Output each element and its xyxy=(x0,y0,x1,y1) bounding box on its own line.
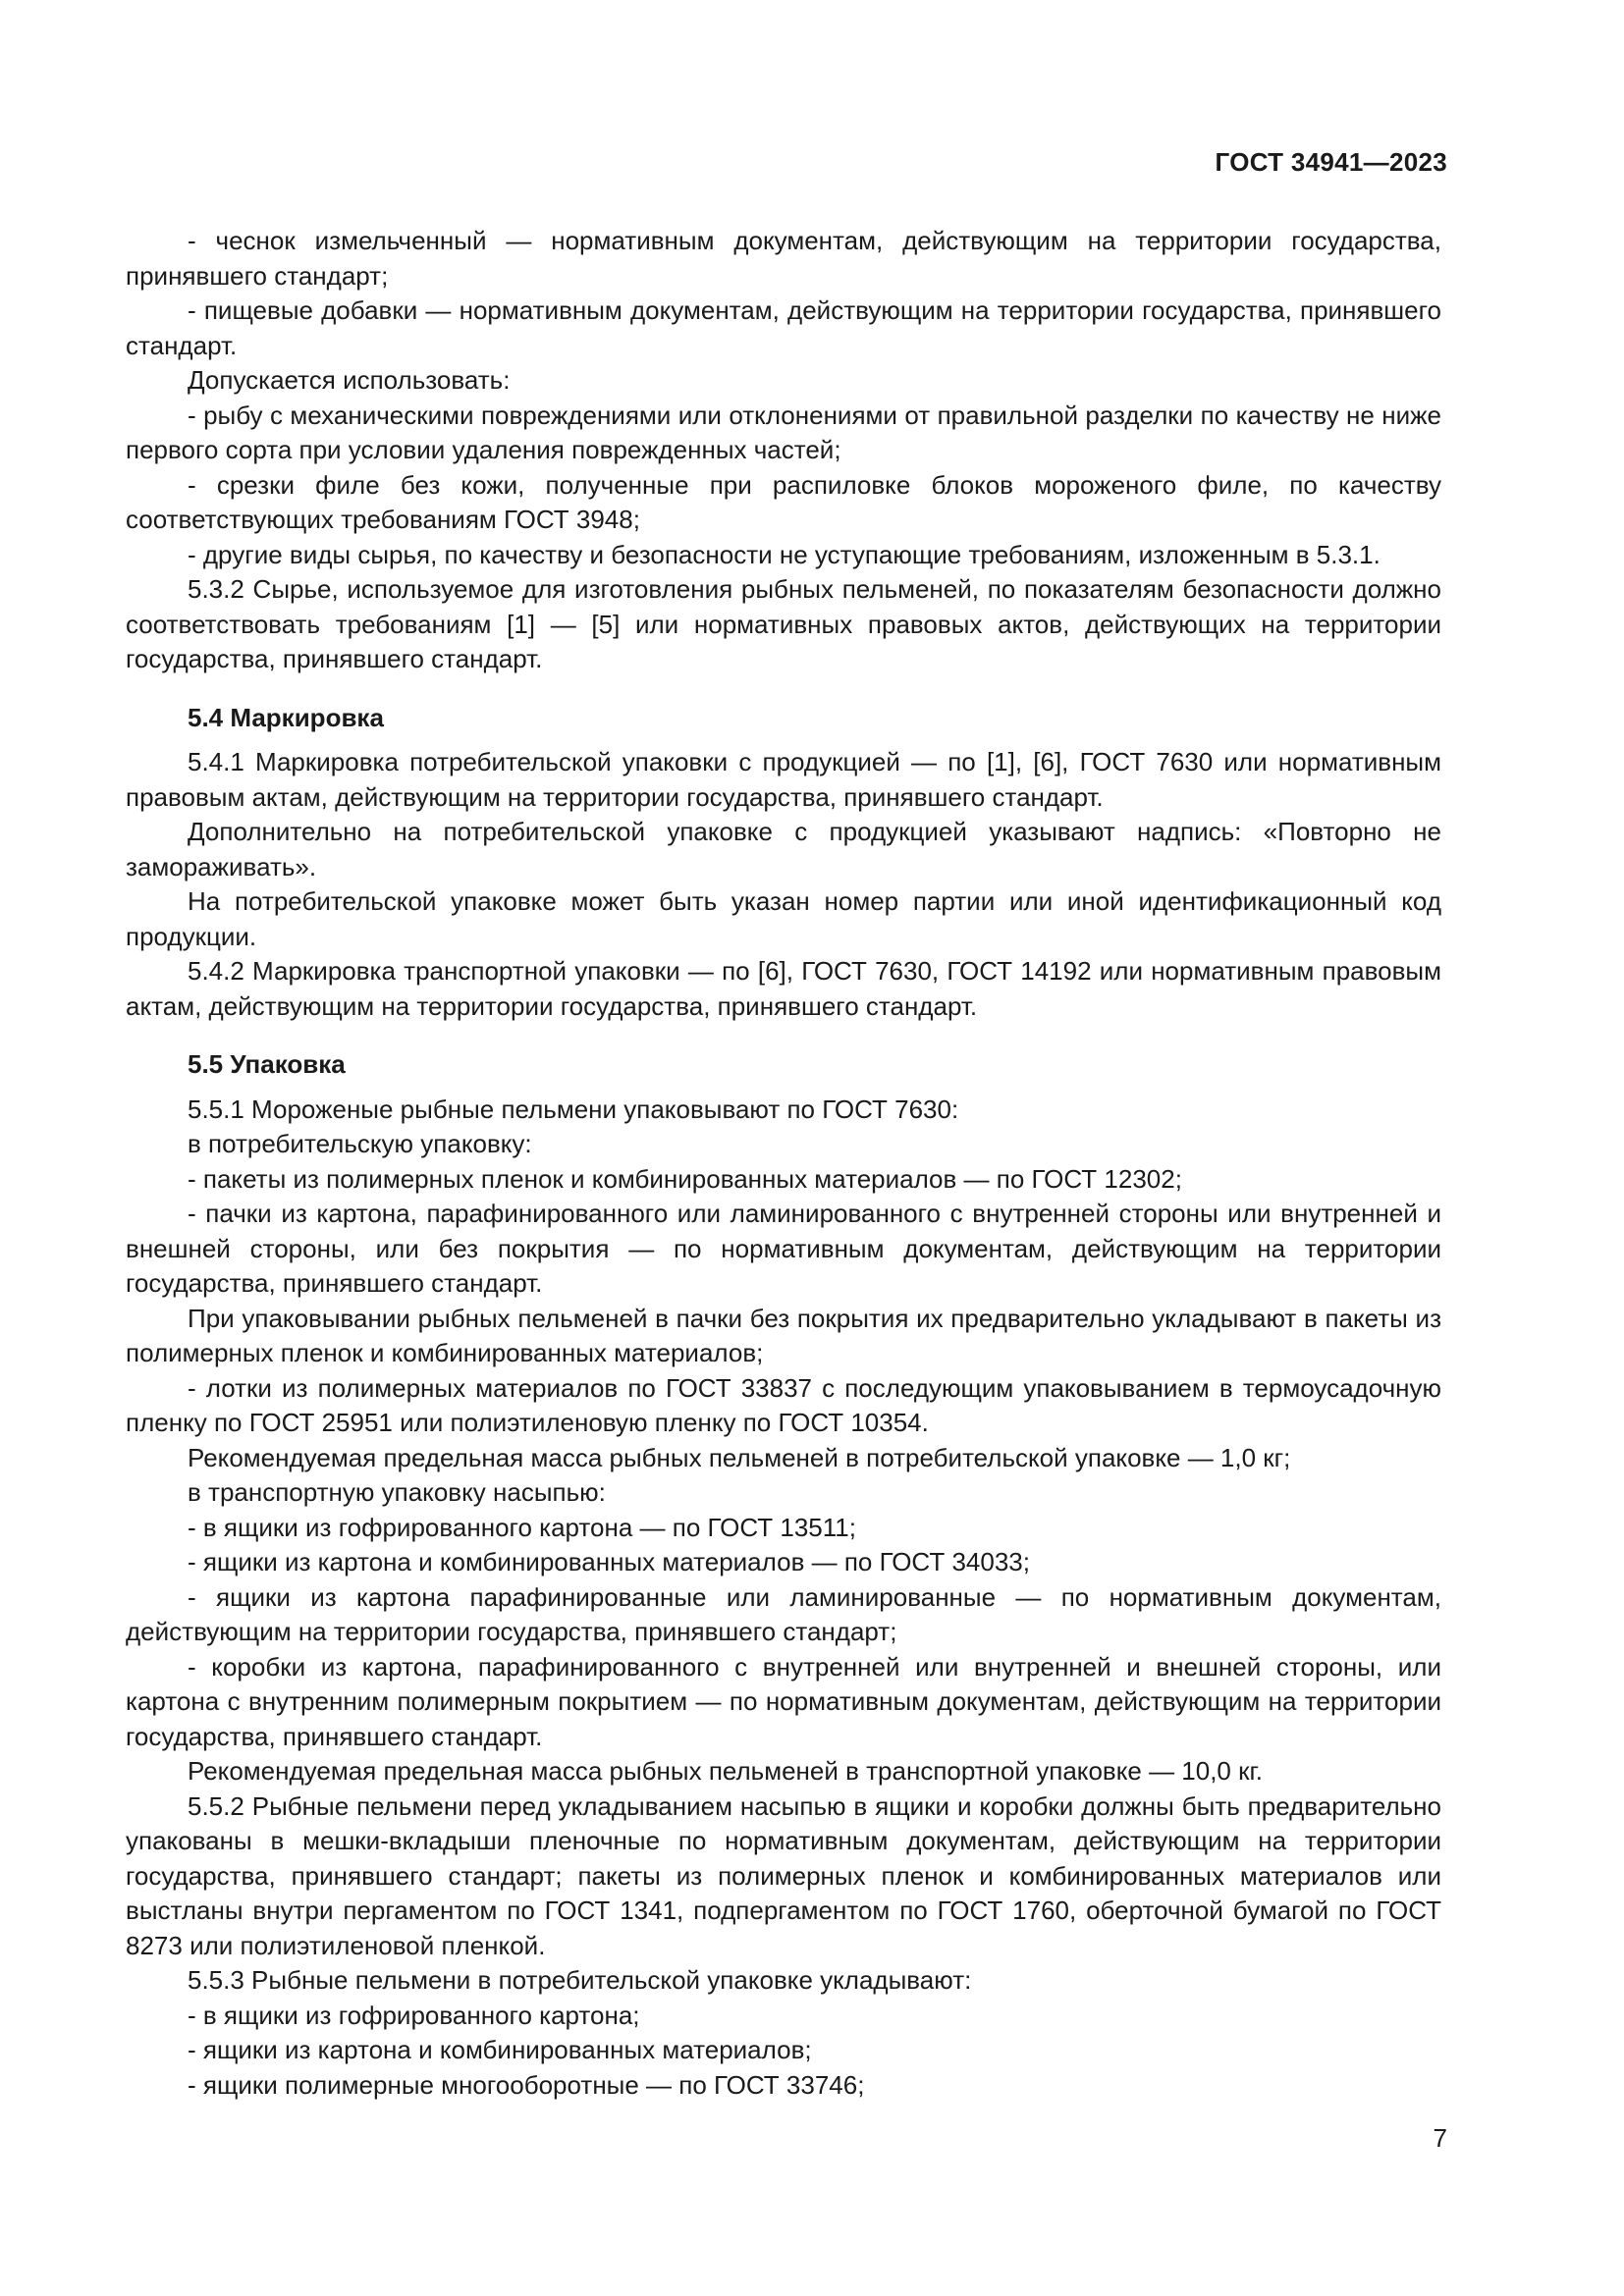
body-paragraph: - в ящики из гофрированного картона; xyxy=(188,2000,640,2030)
body-paragraph: - срезки филе без кожи, полученные при распиловке блоков мороженого филе, по качеству соответствующих требованиям ГОСТ 3948; xyxy=(126,469,1441,534)
body-paragraph: - ящики из картона парафинированные или ламинированные — по нормативным документам, действующим на территории государства, принявшего стандарт; xyxy=(126,1581,1441,1646)
body-paragraph: - рыбу с механическими повреждениями или отклонениями от правильной разделки по качеству не ниже первого сорта при условии удаления поврежденных частей; xyxy=(126,400,1441,464)
body-paragraph: 5.5.2 Рыбные пельмени перед укладыванием насыпью в ящики и коробки должны быть предварительно упакованы в мешки-вкладыши пленочные по нормативным документам, действующим на территории государства, принявшего стандарт; пакеты из полимерных пленок и комбинированных материалов или выстланы внутри пергаментом по ГОСТ 1341, подпергаментом по ГОСТ 1760, оберточной бумагой по ГОСТ 8273 или полиэтиленовой пленкой. xyxy=(126,1790,1441,1960)
body-paragraph: в транспортную упаковку насыпью: xyxy=(188,1477,606,1507)
body-paragraph: - в ящики из гофрированного картона — по ГОСТ 13511; xyxy=(188,1512,856,1542)
document-body xyxy=(126,224,1441,2103)
body-paragraph: - другие виды сырья, по качеству и безопасности не уступающие требованиям, изложенным в 5.3.1. xyxy=(188,539,1380,569)
document-id-header: ГОСТ 34941—2023 xyxy=(1215,147,1447,177)
body-paragraph: - пачки из картона, парафинированного или ламинированного с внутренней стороны или внутренней и внешней стороны, или без покрытия — по нормативным документам, действующим на территории государства, принявшего стандарт. xyxy=(126,1199,1441,1298)
body-paragraph: На потребительской упаковке может быть указан номер партии или иной идентификационный код продукции. xyxy=(126,886,1441,951)
body-paragraph: 5.5.3 Рыбные пельмени в потребительской упаковке укладывают: xyxy=(188,1965,972,1995)
section-heading: 5.5 Упаковка xyxy=(188,1049,346,1079)
body-paragraph: Дополнительно на потребительской упаковке с продукцией указывают надпись: «Повторно не замораживать». xyxy=(126,817,1441,881)
body-paragraph: Допускается использовать: xyxy=(188,365,511,395)
body-paragraph: - коробки из картона, парафинированного с внутренней или внутренней и внешней стороны, или картона с внутренним полимерным покрытием — по нормативным документам, действующим на территории государства, принявшего стандарт. xyxy=(126,1651,1441,1751)
body-paragraph: - ящики полимерные многооборотные — по ГОСТ 33746; xyxy=(188,2069,865,2100)
body-paragraph: Рекомендуемая предельная масса рыбных пельменей в транспортной упаковке — 10,0 кг. xyxy=(188,1756,1264,1786)
body-paragraph: 5.4.1 Маркировка потребительской упаковки с продукцией — по [1], [6], ГОСТ 7630 или нормативным правовым актам, действующим на территории государства, принявшего стандарт. xyxy=(126,747,1441,812)
body-paragraph: - ящики из картона и комбинированных материалов — по ГОСТ 34033; xyxy=(188,1547,1030,1576)
body-paragraph: - чеснок измельченный — нормативным документам, действующим на территории государства, принявшего стандарт; xyxy=(126,226,1441,291)
body-paragraph: 5.3.2 Сырье, используемое для изготовления рыбных пельменей, по показателям безопасности должно соответствовать требованиям [1] — [5] или нормативных правовых актов, действующих на территории государства, принявшего стандарт. xyxy=(126,574,1441,673)
body-paragraph: 5.4.2 Маркировка транспортной упаковки — по [6], ГОСТ 7630, ГОСТ 14192 или нормативным правовым актам, действующим на территории государства, принявшего стандарт. xyxy=(126,956,1441,1021)
body-paragraph: - пищевые добавки — нормативным документам, действующим на территории государства, принявшего стандарт. xyxy=(126,295,1441,360)
page-number: 7 xyxy=(1433,2123,1447,2153)
body-paragraph: - ящики из картона и комбинированных материалов; xyxy=(188,2035,812,2064)
body-paragraph: Рекомендуемая предельная масса рыбных пельменей в потребительской упаковке — 1,0 кг; xyxy=(188,1442,1291,1472)
body-paragraph: в потребительскую упаковку: xyxy=(188,1129,532,1158)
body-paragraph: При упаковывании рыбных пельменей в пачки без покрытия их предварительно укладывают в пакеты из полимерных пленок и комбинированных материалов; xyxy=(126,1303,1441,1367)
body-paragraph: - лотки из полимерных материалов по ГОСТ 33837 с последующим упаковыванием в термоусадочную пленку по ГОСТ 25951 или полиэтиленовую пленку по ГОСТ 10354. xyxy=(126,1372,1441,1437)
body-paragraph: - пакеты из полимерных пленок и комбинированных материалов — по ГОСТ 12302; xyxy=(188,1163,1182,1194)
section-heading: 5.4 Маркировка xyxy=(188,702,384,732)
body-paragraph: 5.5.1 Мороженые рыбные пельмени упаковывают по ГОСТ 7630: xyxy=(188,1094,959,1124)
